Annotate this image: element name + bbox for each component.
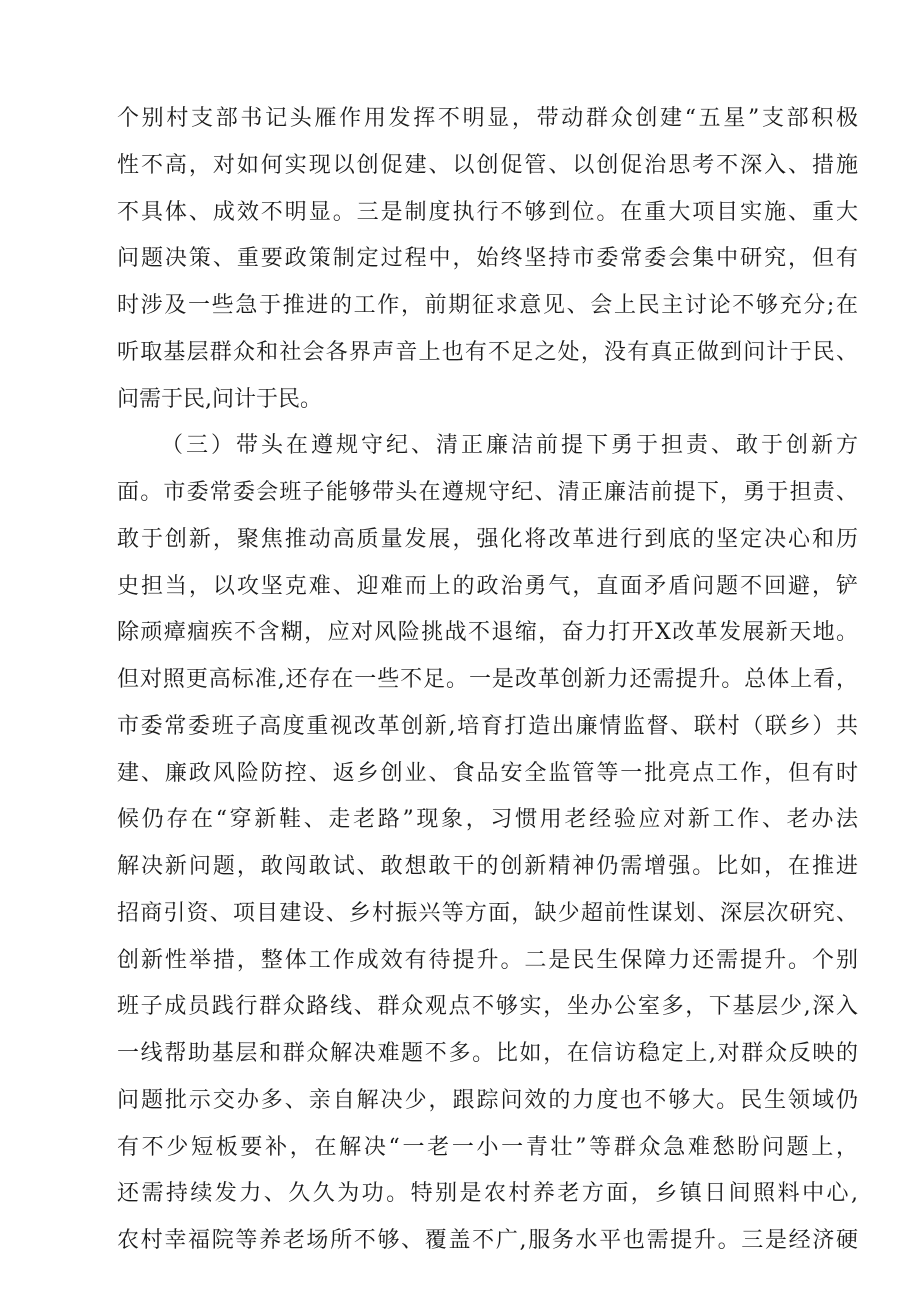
text-line: 史担当，以攻坚克难、迎难而上的政治勇气，直面矛盾问题不回避，铲 [117, 573, 858, 599]
text-line: 面。市委常委会班子能够带头在遵规守纪、清正廉洁前提下，勇于担责、 [117, 480, 858, 505]
text-line: 农村幸福院等养老场所不够、覆盖不广,服务水平也需提升。三是经济硬 [117, 1228, 858, 1253]
text-line: 时涉及一些急于推进的工作，前期征求意见、会上民主讨论不够充分;在 [117, 293, 858, 318]
text-line: 创新性举措，整体工作成效有待提升。二是民生保障力还需提升。个别 [117, 947, 858, 973]
text-line: 问题批示交办多、亲自解决少，跟踪问效的力度也不够大。民生领域仍 [117, 1087, 858, 1113]
text-line: 一线帮助基层和群众解决难题不多。比如，在信访稳定上,对群众反映的 [117, 1041, 858, 1066]
text-line: 建、廉政风险防控、返乡创业、食品安全监管等一批亮点工作，但有时 [117, 760, 858, 786]
text-line: 市委常委班子高度重视改革创新,培育打造出廉情监督、联村（联乡）共 [117, 713, 858, 739]
text-line: 问题决策、重要政策制定过程中，始终坚持市委常委会集中研究，但有 [117, 246, 858, 272]
text-line: 但对照更高标准,还存在一些不足。一是改革创新力还需提升。总体上看， [117, 667, 858, 692]
text-line: 听取基层群众和社会各界声音上也有不足之处，没有真正做到问计于民、 [117, 339, 858, 365]
text-line: 解决新问题，敢闯敢试、敢想敢干的创新精神仍需增强。比如，在推进 [117, 854, 858, 879]
text-line: 班子成员践行群众路线、群众观点不够实，坐办公室多，下基层少,深入 [117, 994, 858, 1020]
text-line: 还需持续发力、久久为功。特别是农村养老方面，乡镇日间照料中心, [117, 1181, 858, 1207]
text-line: 性不高，对如何实现以创促建、以创促管、以创促治思考不深入、措施 [117, 152, 858, 178]
text-line: 个别村支部书记头雁作用发挥不明显，带动群众创建“五星”支部积极 [117, 106, 858, 131]
text-line: 招商引资、项目建设、乡村振兴等方面，缺少超前性谋划、深层次研究、 [117, 900, 858, 926]
text-line: （三）带头在遵规守纪、清正廉洁前提下勇于担责、敢于创新方 [161, 433, 858, 459]
text-line: 候仍存在“穿新鞋、走老路”现象，习惯用老经验应对新工作、老办法 [117, 807, 858, 833]
text-line: 问需于民,问计于民。 [117, 386, 322, 412]
text-line: 敢于创新，聚焦推动高质量发展，强化将改革进行到底的坚定决心和历 [117, 526, 858, 552]
body-text [117, 96, 858, 1265]
text-line: 除顽瘴痼疾不含糊，应对风险挑战不退缩，奋力打开X改革发展新天地。 [117, 620, 858, 646]
text-line: 有不少短板要补，在解决“一老一小一青壮”等群众急难愁盼问题上， [117, 1134, 858, 1160]
text-line: 不具体、成效不明显。三是制度执行不够到位。在重大项目实施、重大 [117, 199, 858, 225]
